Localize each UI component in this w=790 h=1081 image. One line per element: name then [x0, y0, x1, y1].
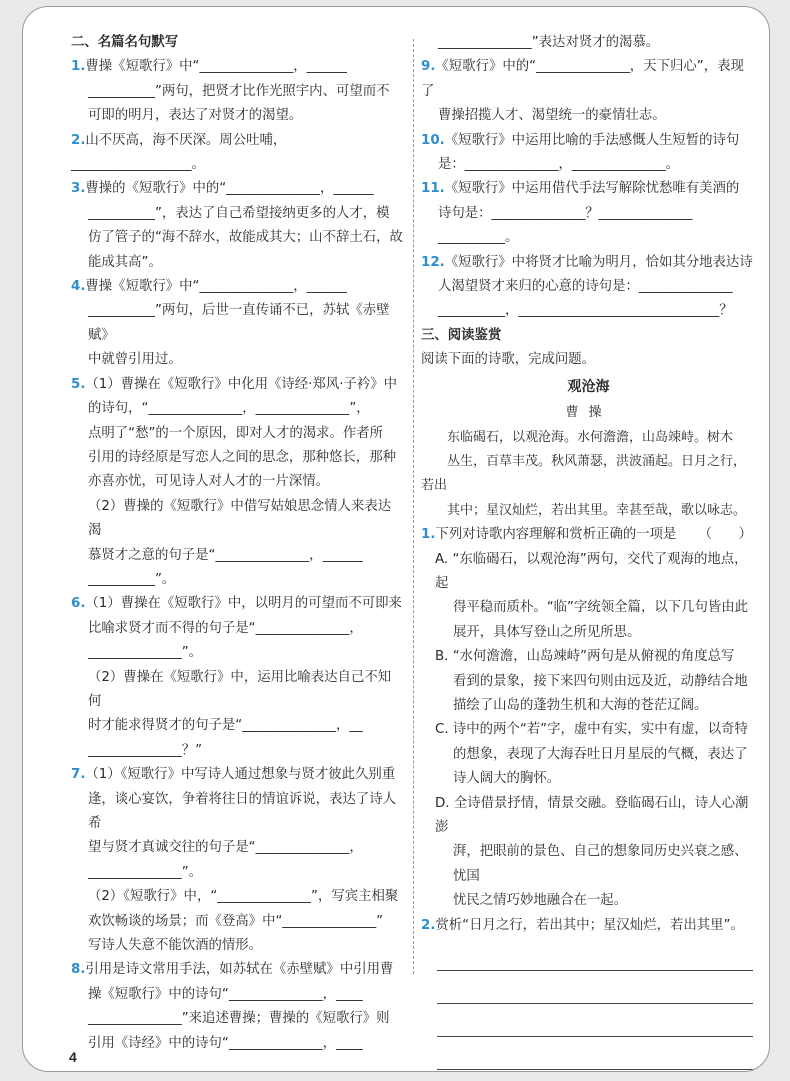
question-text: 是：______________，______________。 [438, 157, 680, 173]
question-line [421, 202, 756, 226]
option-line: D. 全诗借景抒情，情景交融。登临碣石山，诗人心潮澎 [435, 795, 749, 835]
question-number: 9. [421, 59, 436, 75]
question-number: 5. [71, 376, 86, 392]
question-text: 诗句是：______________？______________ [438, 205, 693, 221]
question-line [71, 446, 404, 470]
question-text: 逢，谈心宴饮，争着将往日的情谊诉说，表达了诗人希 [88, 791, 396, 831]
option-line: A. “东临碣石，以观沧海”两句，交代了观海的地点，起 [435, 551, 748, 591]
question-text: ______________？” [88, 742, 203, 758]
question-line [71, 739, 404, 763]
question-line [71, 104, 404, 128]
question-line [421, 55, 756, 104]
question-text: （2）曹操在《短歌行》中，运用比喻表达自己不知何 [88, 669, 392, 709]
question-text: （1）曹操在《短歌行》中化用《诗经·郑风·子衿》中 [85, 376, 398, 392]
question-text: 的诗句，“______________，______________”， [88, 401, 370, 417]
question-line [71, 55, 404, 79]
question-text: 引用的诗经原是写恋人之间的思念，那种悠长，那种 [88, 449, 396, 465]
question-text: 写诗人失意不能饮酒的情形。 [88, 938, 263, 954]
question-line [421, 104, 756, 128]
question-text: 曹操《短歌行》中“______________，______ [85, 59, 347, 75]
question-line [71, 348, 404, 372]
question-line [71, 251, 404, 275]
question-text: __________，______________________________？ [438, 303, 733, 319]
question-text: __________。 [438, 230, 519, 246]
question-line [71, 544, 404, 568]
option-continuation: 诗人阔大的胸怀。 [453, 771, 561, 787]
question-line [421, 914, 756, 938]
question-line [71, 861, 404, 885]
poem-line: 东临碣石，以观沧海。水何澹澹，山岛竦峙。树木 [447, 429, 734, 445]
question-text: 慕贤才之意的句子是“______________，______ [88, 547, 363, 563]
question-text: （2）曹操的《短歌行》中借写姑娘思念情人来表达渴 [88, 498, 392, 539]
question-line [71, 885, 404, 909]
question-line [71, 373, 404, 397]
column-divider [413, 39, 414, 974]
question-text: 赏析“日月之行，若出其中；星汉灿烂，若出其里”。 [435, 917, 744, 933]
question-text: 下列对诗歌内容理解和赏析正确的一项是 [435, 527, 677, 543]
poem-author: 曹操 [565, 405, 612, 421]
option-continuation: 的想象，表现了大海吞吐日月星辰的气概，表达了 [453, 746, 748, 762]
question-text: （1）《短歌行》中写诗人通过想象与贤才彼此久别重 [85, 767, 396, 783]
question-text: （1）曹操在《短歌行》中，以明月的可望而不可即来 [85, 596, 402, 612]
poem-title: 观沧海 [567, 378, 610, 395]
answer-line [437, 1037, 753, 1070]
poem-line: 丛生，百草丰茂。秋风萧瑟，洪波涌起。日月之行，若出 [421, 453, 747, 494]
section-title: 二、名篇名句默写 [71, 35, 179, 50]
left-column [71, 31, 404, 1056]
question-text: 时才能求得贤才的句子是“______________，__ [88, 718, 363, 734]
question-text: 比喻求贤才而不得的句子是“______________， [88, 620, 363, 636]
question-number: 12. [421, 254, 445, 270]
question-line [71, 422, 404, 446]
question-text: __________”两句，把贤才比作光照宇内、可望而不 [88, 83, 390, 99]
question-line [71, 958, 404, 982]
question-line [421, 153, 756, 177]
question-text: 《短歌行》中将贤才比喻为明月，恰如其分地表达诗 [444, 254, 753, 270]
question-text: （2）《短歌行》中，“______________”，写宾主相聚 [88, 889, 399, 905]
question-text: 《短歌行》中运用比喻的手法感慨人生短暂的诗句 [444, 132, 740, 148]
answer-paren: （ ） [698, 527, 752, 543]
question-text: 曹操《短歌行》中“______________，______ [85, 279, 347, 295]
option-continuation: 展开，具体写登山之所见所思。 [453, 624, 641, 640]
option-line: B. “水何澹澹，山岛竦峙”两句是从俯视的角度总写 [435, 649, 735, 665]
question-line [71, 495, 404, 544]
option-line: C. 诗中的两个“若”字，虚中有实，实中有虚，以奇特 [435, 722, 748, 738]
question-line [71, 592, 404, 616]
question-text: __________”，表达了自己希望接纳更多的人才，模 [88, 205, 390, 221]
answer-line [437, 1004, 753, 1037]
question-line [71, 641, 404, 665]
question-number: 2. [421, 917, 436, 933]
question-text: __________”。 [88, 571, 176, 587]
question-line [71, 934, 404, 958]
question-text: 《短歌行》中的“______________，天下归心”，表现了 [421, 59, 744, 99]
question-number: 3. [71, 181, 86, 197]
poem-line: 其中；星汉灿烂，若出其里。幸甚至哉，歌以咏志。 [447, 502, 747, 518]
answer-line [437, 971, 753, 1004]
option-continuation: 得平稳而质朴。“临”字统领全篇，以下几句皆由此 [453, 600, 749, 616]
answer-line [437, 938, 753, 971]
question-text: ______________”。 [88, 645, 203, 661]
question-text: 能成其高”。 [88, 254, 162, 270]
section-title: 三、阅读鉴赏 [421, 327, 502, 343]
question-line [421, 31, 756, 55]
question-text: 点明了“愁”的一个原因，即对人才的渴求。作者所 [88, 425, 384, 441]
page-number: 4 [69, 1049, 77, 1065]
question-number: 1. [71, 59, 86, 75]
question-line [421, 299, 756, 323]
question-line [71, 470, 404, 494]
question-text: 引用《诗经》中的诗句“______________，____ [88, 1035, 363, 1051]
question-text: ______________”表达对贤才的渴慕。 [438, 35, 660, 50]
question-text: ______________”。 [88, 864, 203, 880]
question-line [71, 80, 404, 104]
option-continuation: 看到的景象，接下来四句则由远及近，动静结合地 [453, 673, 748, 689]
right-column [421, 31, 756, 1070]
question-line [421, 129, 756, 153]
question-number: 8. [71, 962, 86, 978]
question-line [71, 1032, 404, 1056]
question-line [71, 275, 404, 299]
question-line [71, 1007, 404, 1031]
question-number: 2. [71, 132, 86, 148]
question-text: ______________”来追述曹操；曹操的《短歌行》则 [88, 1011, 390, 1027]
question-line [71, 397, 404, 421]
question-number: 4. [71, 279, 86, 295]
question-text: 人渴望贤才来归的心意的诗句是：______________ [438, 279, 733, 295]
question-text: 《短歌行》中运用借代手法写解除忧愁唯有美酒的 [444, 181, 740, 197]
question-number: 7. [71, 767, 86, 783]
question-number: 10. [421, 132, 445, 148]
question-text: 曹操招揽人才、渴望统一的豪情壮志。 [438, 108, 666, 124]
question-line [421, 523, 756, 547]
question-line [421, 275, 756, 299]
question-line [71, 910, 404, 934]
instruction: 阅读下面的诗歌，完成问题。 [421, 352, 596, 368]
question-text: 操《短歌行》中的诗句“______________，____ [88, 986, 363, 1002]
option-continuation: 描绘了山岛的蓬勃生机和大海的苍茫辽阔。 [453, 697, 708, 713]
question-line [71, 177, 404, 201]
question-line [421, 226, 756, 250]
question-line [71, 226, 404, 250]
question-number: 1. [421, 527, 436, 543]
question-text: 可即的明月，表达了对贤才的渴望。 [88, 108, 303, 124]
question-line [71, 788, 404, 837]
question-line [71, 714, 404, 738]
question-number: 6. [71, 596, 86, 612]
question-text: 仿了管子的“海不辞水，故能成其大；山不辞土石，故 [88, 230, 403, 246]
worksheet-page [22, 6, 770, 1072]
question-text: __________”两句，后世一直传诵不已，苏轼《赤壁赋》 [88, 303, 390, 343]
question-text: 亦喜亦忧，可见诗人对人才的一片深情。 [88, 474, 330, 490]
question-text: 山不厌高，海不厌深。周公吐哺，__________________。 [71, 132, 287, 173]
question-line [71, 202, 404, 226]
option-continuation: 忧民之情巧妙地融合在一起。 [453, 893, 628, 909]
question-line [421, 177, 756, 201]
question-text: 欢饮畅谈的场景；而《登高》中“______________” [88, 913, 384, 929]
question-line [71, 299, 404, 348]
question-line [71, 983, 404, 1007]
question-line [71, 129, 404, 178]
question-line [71, 836, 404, 860]
question-line [71, 666, 404, 715]
question-text: 望与贤才真诚交往的句子是“______________， [88, 840, 363, 856]
question-line [71, 763, 404, 787]
question-line [421, 251, 756, 275]
question-line [71, 568, 404, 592]
question-text: 曹操的《短歌行》中的“______________，______ [85, 181, 374, 197]
question-text: 中就曾引用过。 [88, 352, 182, 368]
option-continuation: 湃，把眼前的景色、自己的想象同历史兴衰之感、忧国 [453, 844, 748, 884]
question-number: 11. [421, 181, 445, 197]
question-text: 引用是诗文常用手法，如苏轼在《赤壁赋》中引用曹 [85, 962, 394, 978]
question-line [71, 617, 404, 641]
